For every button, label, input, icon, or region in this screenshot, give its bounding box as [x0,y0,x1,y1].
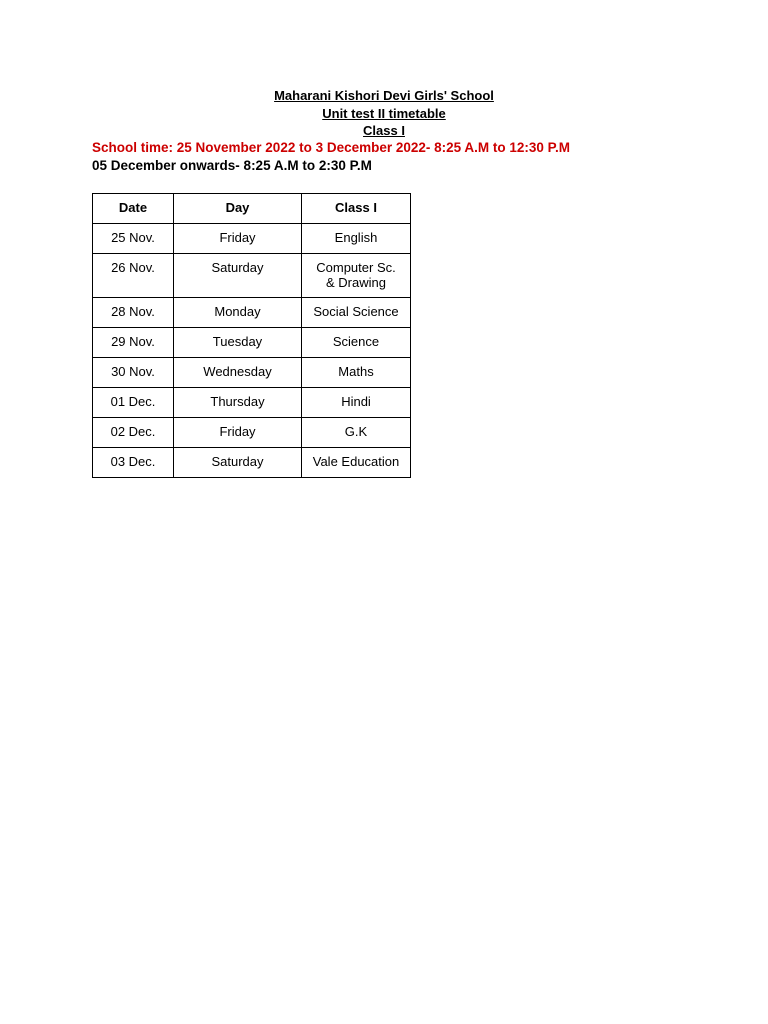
table-header-row [93,194,411,224]
subject-cell: English [302,224,411,254]
subject-cell: Vale Education [302,448,411,478]
table-row [93,448,411,478]
day-cell: Friday [174,418,302,448]
date-cell: 01 Dec. [93,388,174,418]
class-heading: Class I [363,123,405,138]
timetable-subtitle: Unit test II timetable [322,106,446,121]
date-cell: 30 Nov. [93,358,174,388]
date-cell: 25 Nov. [93,224,174,254]
column-header-date: Date [93,194,174,224]
day-cell: Tuesday [174,328,302,358]
school-name-heading: Maharani Kishori Devi Girls' School [274,88,494,103]
column-header-day: Day [174,194,302,224]
day-cell: Thursday [174,388,302,418]
date-cell: 02 Dec. [93,418,174,448]
subject-cell: Social Science [302,298,411,328]
day-cell: Friday [174,224,302,254]
subject-line: Computer Sc. [316,260,396,275]
day-cell: Wednesday [174,358,302,388]
subject-cell: Maths [302,358,411,388]
subject-line: & Drawing [326,275,386,290]
column-header-class: Class I [302,194,411,224]
date-cell: 03 Dec. [93,448,174,478]
onwards-time-note: 05 December onwards- 8:25 A.M to 2:30 P.M [92,158,372,173]
subject-cell [302,254,411,298]
subject-cell: Hindi [302,388,411,418]
timetable-table [92,193,411,478]
subject-cell: Science [302,328,411,358]
subject-cell: G.K [302,418,411,448]
table-row [93,328,411,358]
table-row [93,224,411,254]
table-row [93,254,411,298]
table-row [93,388,411,418]
date-cell: 29 Nov. [93,328,174,358]
table-row [93,418,411,448]
school-time-note: School time: 25 November 2022 to 3 December 2022- 8:25 A.M to 12:30 P.M [92,140,570,155]
date-cell: 28 Nov. [93,298,174,328]
date-cell: 26 Nov. [93,254,174,298]
day-cell: Saturday [174,448,302,478]
day-cell: Saturday [174,254,302,298]
table-row [93,358,411,388]
table-row [93,298,411,328]
day-cell: Monday [174,298,302,328]
